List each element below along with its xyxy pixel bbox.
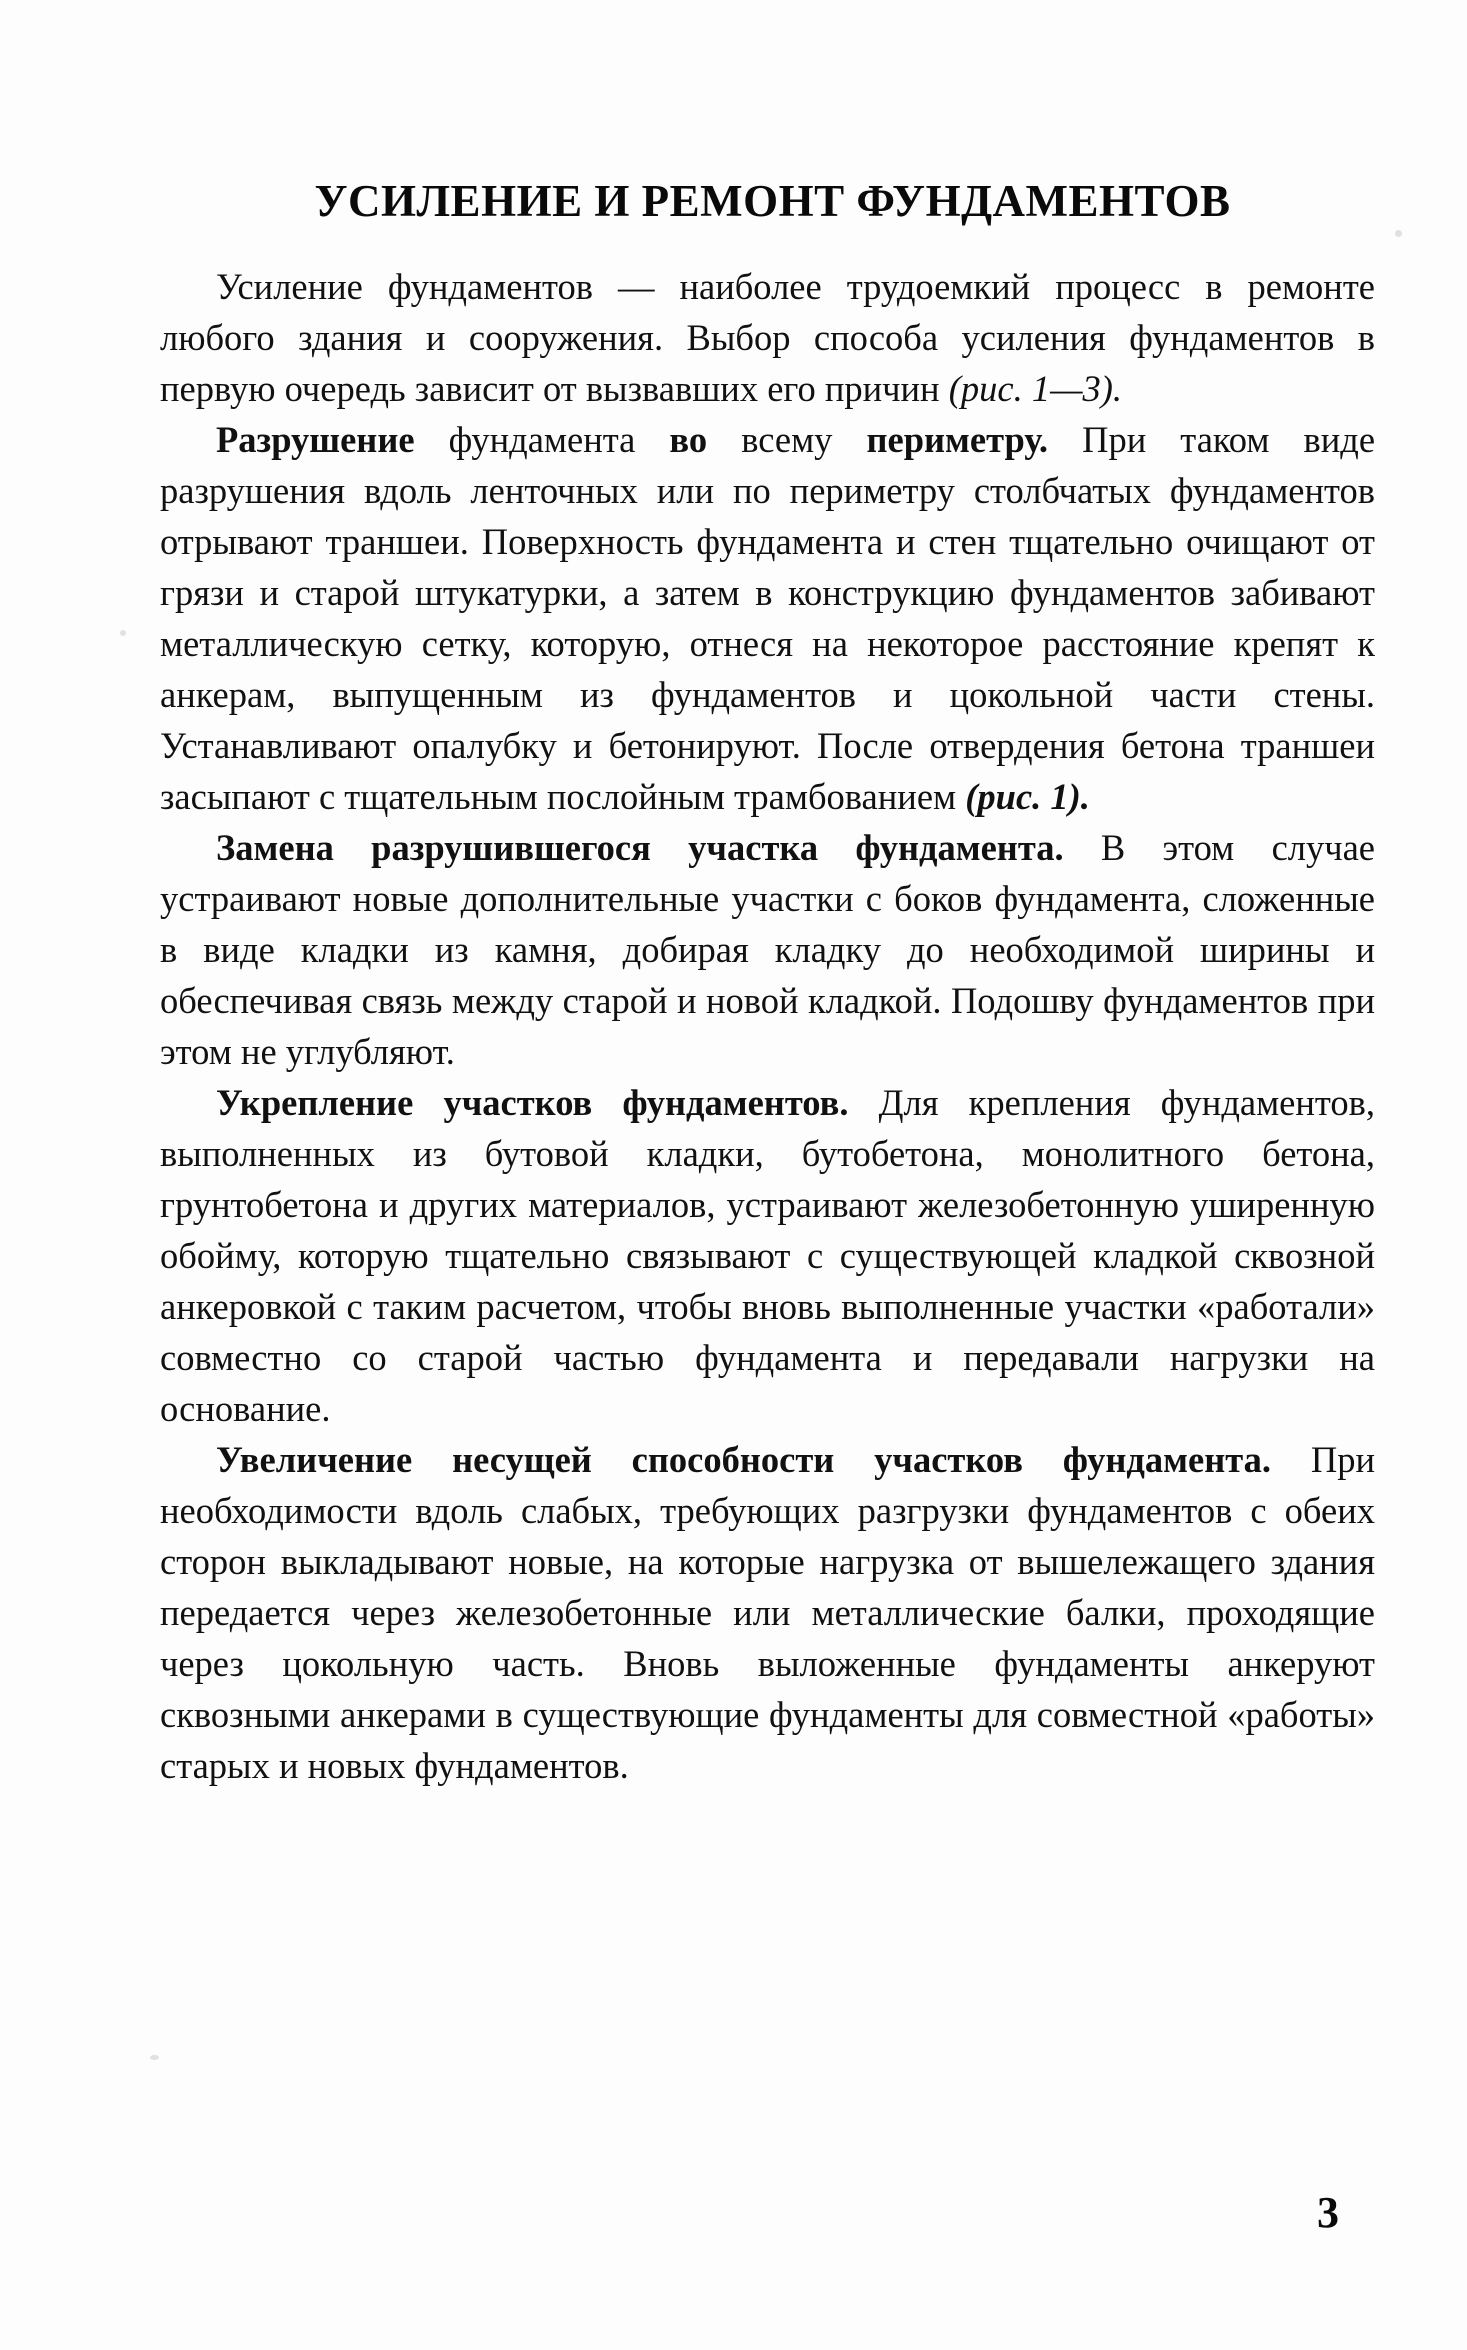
text-run: (рис. 1—3). bbox=[948, 368, 1123, 409]
page-title: УСИЛЕНИЕ И РЕМОНТ ФУНДАМЕНТОВ bbox=[314, 176, 1231, 226]
text-run: во bbox=[669, 419, 742, 460]
scan-speck bbox=[150, 2055, 159, 2060]
text-run: (рис. 1). bbox=[965, 776, 1090, 817]
text-run: периметру. bbox=[866, 419, 1083, 460]
paragraph-bearing-capacity bbox=[160, 1434, 1375, 1791]
text-run: Разрушение bbox=[216, 419, 449, 460]
paragraph-intro bbox=[160, 261, 1375, 414]
scan-speck bbox=[1395, 230, 1402, 237]
text-run: В этом случае устраивают новые дополнительные участки с боков фундамента, сложенные в виде кладки из камня, добирая кладку до необходимой ширины и обеспечивая связь между старой и новой кладкой. Подошву фундаментов при этом не углубляют. bbox=[160, 827, 1375, 1072]
page-number: 3 bbox=[1317, 2188, 1339, 2237]
text-run: всему bbox=[741, 419, 867, 460]
text-run: Укрепление участков фундаментов. bbox=[216, 1082, 879, 1123]
paragraph-replacement bbox=[160, 822, 1375, 1077]
scan-speck bbox=[120, 630, 126, 636]
text-run: При необходимости вдоль слабых, требующих разгрузки фундаментов с обеих сторон выкладывают новые, на которые нагрузка от вышележащего здания передается через железобетонные или металлические балки, проходящие через цокольную часть. Вновь выложенные фундаменты анкеруют сквозными анкерами в существующие фундаменты для совместной «работы» старых и новых фундаментов. bbox=[160, 1439, 1375, 1786]
text-run: Усиление фундаментов — наиболее трудоемкий процесс в ремонте любого здания и сооружения. Выбор способа усиления фундаментов в первую очередь зависит от вызвавших его причин bbox=[160, 266, 1375, 409]
paragraph-strengthening bbox=[160, 1077, 1375, 1434]
text-run: фундамента bbox=[448, 419, 670, 460]
text-run: Увеличение несущей способности участков фундамента. bbox=[216, 1439, 1311, 1480]
text-run: Замена разрушившегося участка фундамента. bbox=[216, 827, 1101, 868]
paragraph-destruction bbox=[160, 414, 1375, 822]
text-run: Для крепления фундаментов, выполненных из бутовой кладки, бутобетона, монолитного бетона, грунтобетона и других материалов, устраивают железобетонную уширенную обойму, которую тщательно связывают с существующей кладкой сквозной анкеровкой с таким расчетом, чтобы вновь выполненные участки «работали» совместно со старой частью фундамента и передавали нагрузки на основание. bbox=[160, 1082, 1375, 1429]
text-run: При таком виде разрушения вдоль ленточных или по периметру столбчатых фундаментов отрывают траншеи. Поверхность фундамента и стен тщательно очищают от грязи и старой штукатурки, а затем в конструкцию фундаментов забивают металлическую сетку, которую, отнеся на некоторое расстояние крепят к анкерам, выпущенным из фундаментов и цокольной части стены. Устанавливают опалубку и бетонируют. После отвердения бетона траншеи засыпают с тщательным послойным трамбованием bbox=[160, 419, 1376, 817]
document-body bbox=[160, 175, 1375, 1791]
